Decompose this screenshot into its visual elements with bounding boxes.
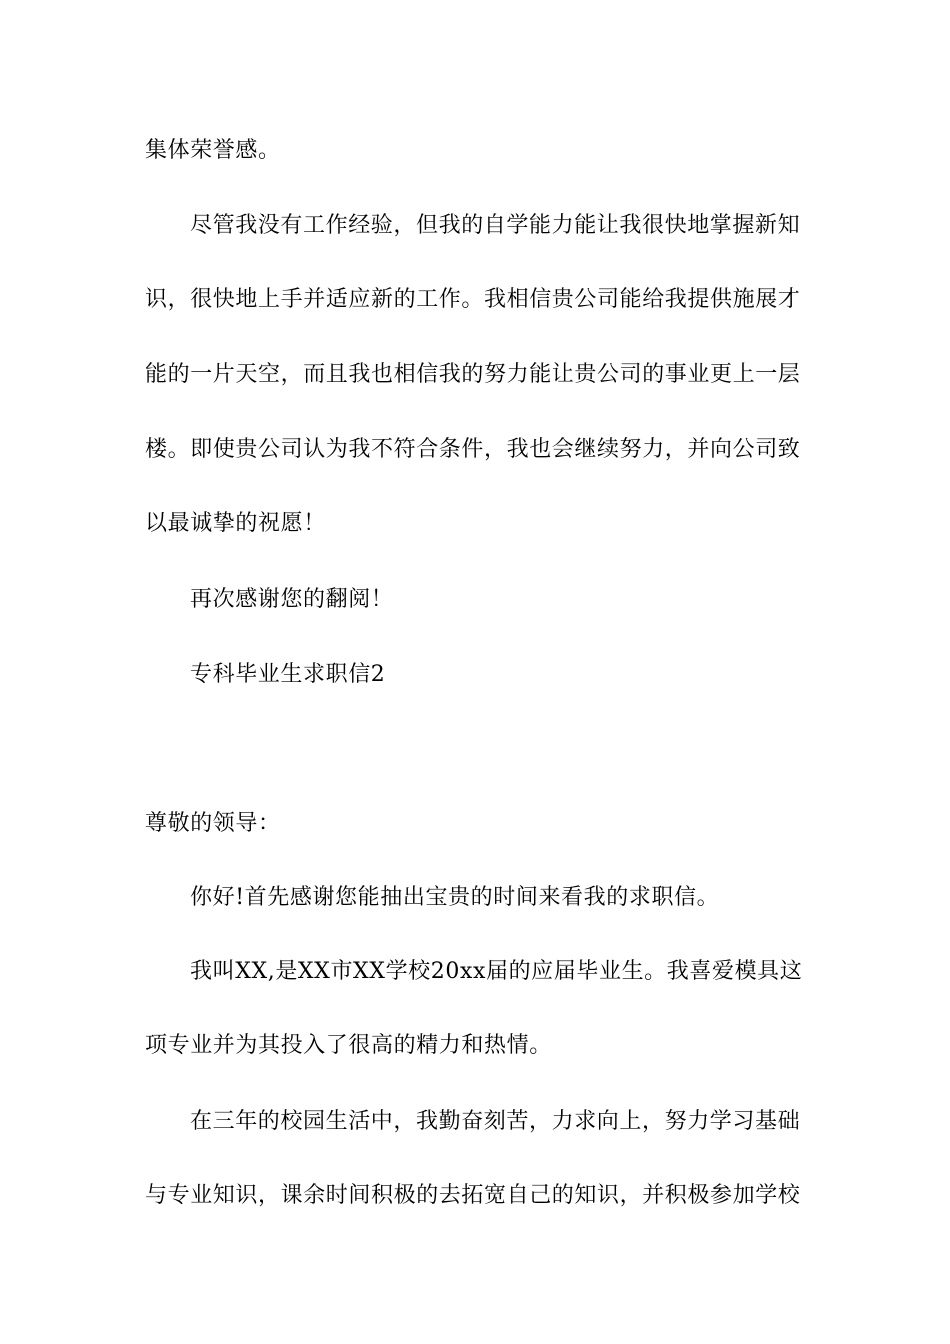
text-line-4: 能的一片天空，而且我也相信我的努力能让贵公司的事业更上一层	[145, 362, 801, 387]
paragraph-start-line: 尽管我没有工作经验，但我的自学能力能让我很快地掌握新知	[190, 213, 801, 238]
text-line-3: 识，很快地上手并适应新的工作。我相信贵公司能给我提供施展才	[145, 287, 801, 312]
greeting-line: 你好!首先感谢您能抽出宝贵的时间来看我的求职信。	[190, 885, 720, 910]
campus-line-2: 与专业知识，课余时间积极的去拓宽自己的知识，并积极参加学校	[145, 1183, 801, 1208]
intro-line-2: 项专业并为其投入了很高的精力和热情。	[145, 1033, 552, 1058]
campus-line-1: 在三年的校园生活中，我勤奋刻苦，力求向上，努力学习基础	[190, 1109, 801, 1134]
intro-line-1: 我叫XX,是XX市XX学校20xx届的应届毕业生。我喜爱模具这	[190, 959, 803, 984]
salutation: 尊敬的领导：	[145, 811, 281, 836]
text-line-5: 楼。即使贵公司认为我不符合条件，我也会继续努力，并向公司致	[145, 437, 801, 462]
thanks-line: 再次感谢您的翻阅！	[190, 587, 394, 612]
text-line-1: 集体荣誉感。	[145, 138, 281, 163]
section-title: 专科毕业生求职信2	[190, 662, 386, 687]
text-line-6: 以最诚挚的祝愿！	[145, 511, 326, 536]
